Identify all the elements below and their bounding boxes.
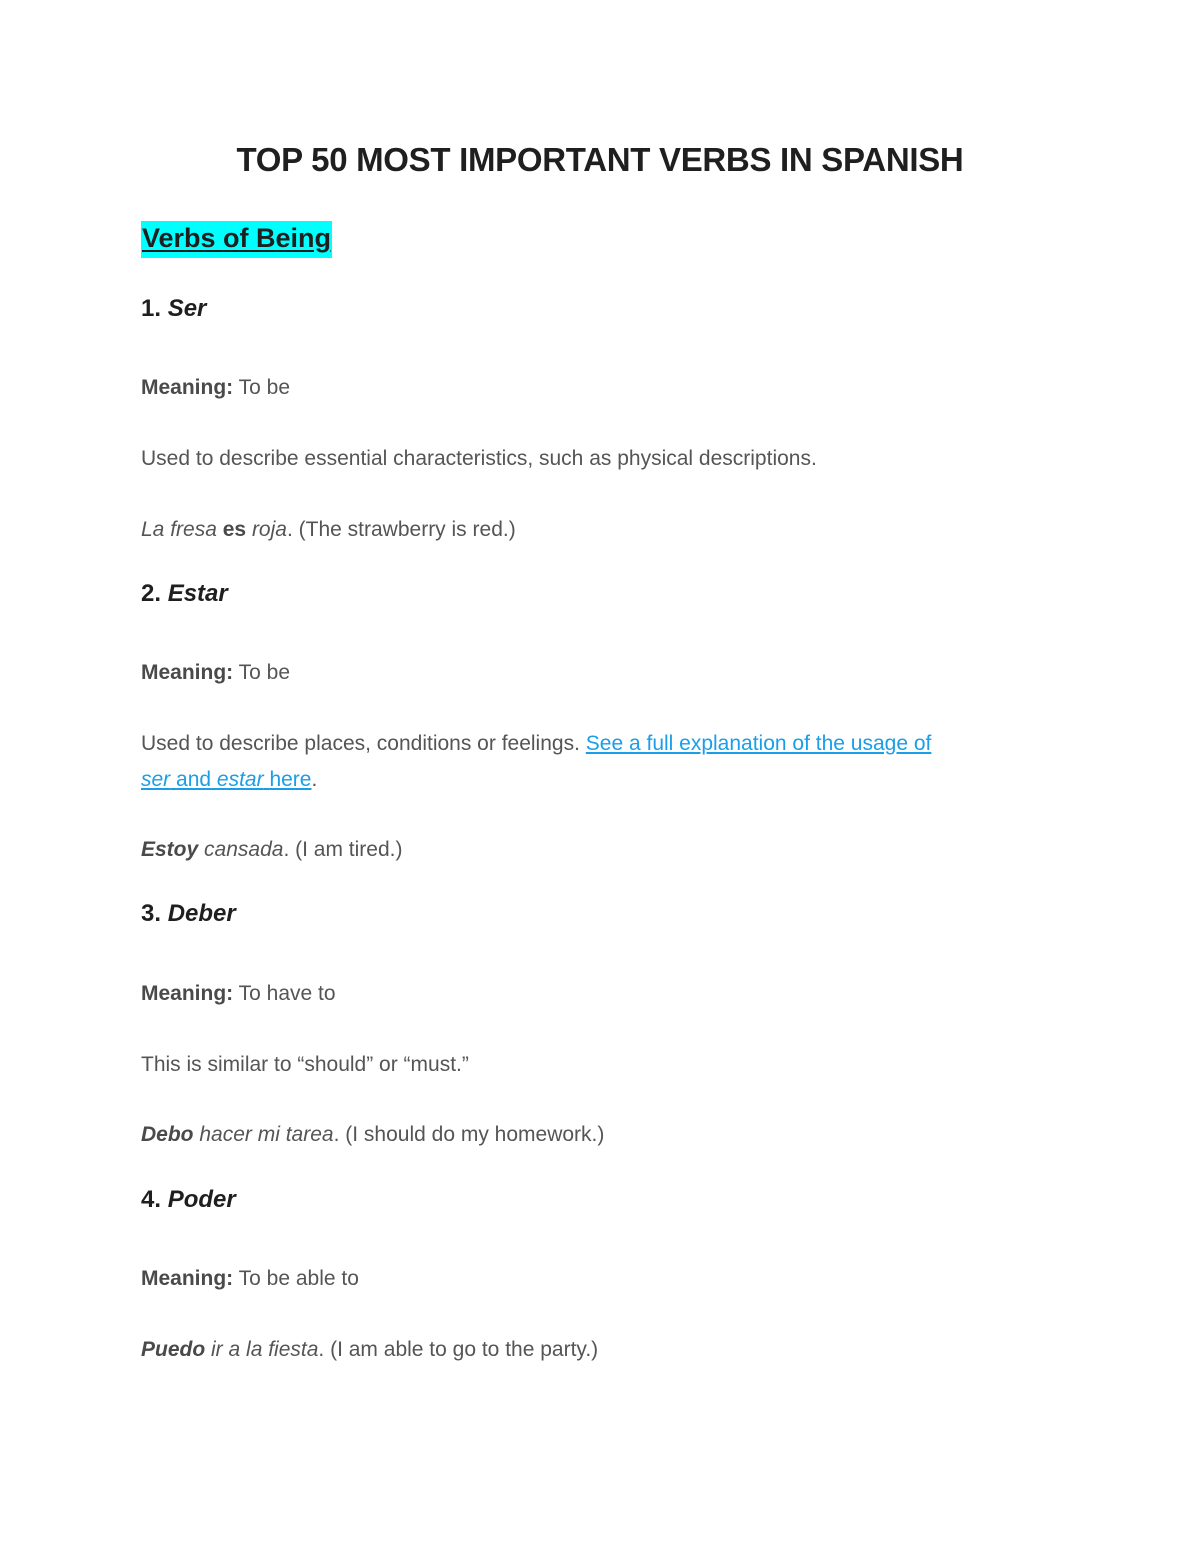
example-ser	[141, 512, 516, 548]
ser-estar-explanation-link-continued[interactable]	[141, 768, 311, 791]
example-deber	[141, 1117, 604, 1153]
meaning-line-poder	[141, 1261, 359, 1297]
example-estar	[141, 832, 402, 868]
link-estar: estar	[216, 768, 264, 791]
link-here: here	[269, 768, 312, 791]
example-period: .	[318, 1338, 325, 1361]
link-ser: ser	[141, 768, 171, 791]
meaning-label: Meaning:	[141, 661, 234, 684]
verb-heading-poder	[141, 1185, 236, 1215]
example-translation: (The strawberry is red.)	[298, 518, 516, 541]
example-verb: es	[222, 518, 247, 541]
meaning-line-estar	[141, 655, 290, 691]
example-spanish: ir a la fiesta	[211, 1338, 319, 1361]
meaning-line-ser	[141, 370, 290, 406]
example-translation: (I am able to go to the party.)	[330, 1338, 599, 1361]
verb-number: 2.	[141, 580, 162, 607]
verb-name: Poder	[167, 1186, 236, 1213]
usage-note-deber: This is similar to “should” or “must.”	[141, 1053, 469, 1076]
verb-number: 3.	[141, 900, 162, 927]
meaning-text: To have to	[238, 982, 336, 1005]
meaning-label: Meaning:	[141, 982, 234, 1005]
verb-number: 1.	[141, 295, 162, 322]
meaning-text: To be able to	[238, 1267, 359, 1290]
example-period: .	[333, 1123, 340, 1146]
example-period: .	[286, 518, 293, 541]
ser-estar-explanation-link[interactable]: See a full explanation of the usage of	[585, 732, 932, 755]
usage-note-estar-continued	[141, 762, 317, 798]
example-spanish-part1: La fresa	[141, 518, 217, 541]
example-translation: (I should do my homework.)	[345, 1123, 605, 1146]
link-and: and	[176, 768, 212, 791]
verb-name: Ser	[167, 295, 207, 322]
example-spanish: hacer mi tarea	[199, 1123, 334, 1146]
verb-number: 4.	[141, 1186, 162, 1213]
example-translation: (I am tired.)	[295, 838, 403, 861]
usage-note-estar	[141, 726, 931, 762]
usage-note-text: Used to describe places, conditions or feelings.	[141, 732, 580, 755]
verb-heading-deber	[141, 899, 236, 929]
verb-heading-estar	[141, 579, 228, 609]
example-verb: Debo	[141, 1123, 194, 1146]
example-spanish: cansada	[204, 838, 284, 861]
meaning-text: To be	[238, 661, 291, 684]
meaning-label: Meaning:	[141, 1267, 234, 1290]
example-verb: Puedo	[141, 1338, 206, 1361]
meaning-label: Meaning:	[141, 376, 234, 399]
verb-name: Deber	[167, 900, 236, 927]
usage-note-ser: Used to describe essential characteristics, such as physical descriptions.	[141, 447, 817, 470]
meaning-text: To be	[238, 376, 291, 399]
link-trailing-period: .	[311, 768, 318, 791]
example-spanish-part2: roja	[251, 518, 287, 541]
section-heading: Verbs of Being	[141, 221, 332, 258]
example-verb: Estoy	[141, 838, 199, 861]
verb-name: Estar	[167, 580, 228, 607]
meaning-line-deber	[141, 976, 336, 1012]
page-title: TOP 50 MOST IMPORTANT VERBS IN SPANISH	[236, 141, 964, 178]
example-period: .	[283, 838, 290, 861]
verb-heading-ser	[141, 294, 206, 324]
example-poder	[141, 1332, 598, 1368]
